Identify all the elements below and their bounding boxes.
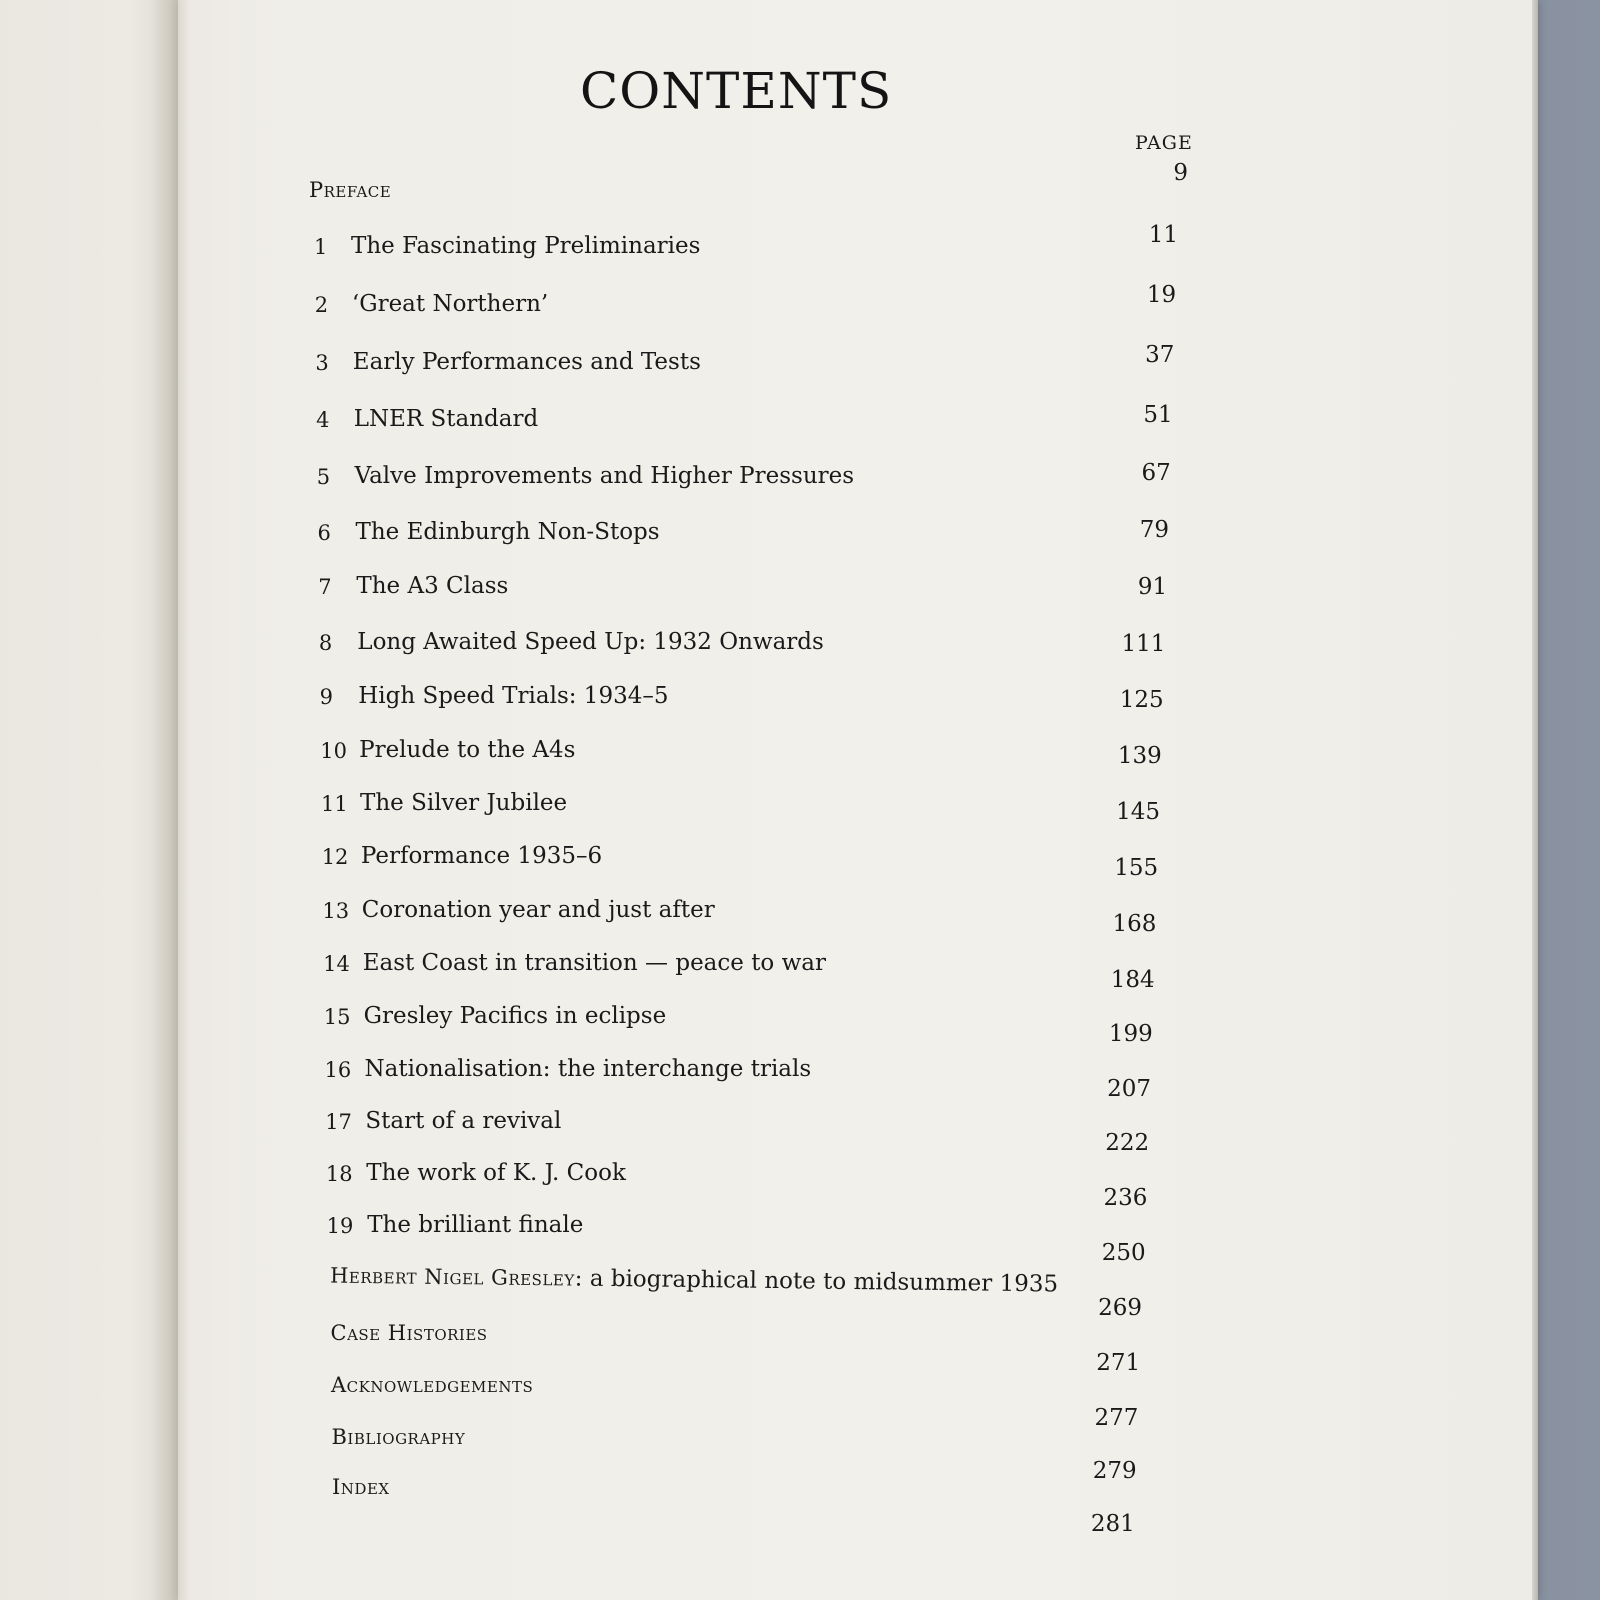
back-matter-title-smallcaps: Bibliography: [331, 1425, 466, 1449]
chapter-title: The Fascinating Preliminaries: [351, 233, 701, 259]
toc-entry-chapter: [178, 950, 1532, 990]
back-matter-title-smallcaps: Index: [332, 1475, 390, 1499]
back-matter-title-smallcaps: Case Histories: [330, 1321, 488, 1345]
chapter-number: 14: [323, 952, 350, 976]
preface-page: 9: [1173, 160, 1188, 186]
chapter-page-number: 51: [1143, 402, 1173, 428]
toc-entry-chapter: [178, 843, 1532, 883]
chapter-number: 4: [316, 408, 330, 432]
chapter-title: East Coast in transition — peace to war: [362, 950, 826, 976]
toc-entry-back-matter: [178, 1320, 1532, 1360]
chapter-title: Start of a revival: [365, 1108, 562, 1134]
back-matter-page-number: 281: [1090, 1511, 1135, 1537]
toc-entry-preface: [178, 178, 1532, 218]
chapter-title: The Edinburgh Non-Stops: [355, 519, 660, 545]
back-matter-page-number: 277: [1094, 1405, 1139, 1431]
toc-entry-chapter: [178, 463, 1532, 503]
toc-entry-chapter: [178, 1108, 1532, 1148]
chapter-title: Nationalisation: the interchange trials: [364, 1056, 812, 1082]
chapter-number: 10: [320, 739, 348, 763]
chapter-page-number: 168: [1112, 911, 1157, 937]
chapter-page-number: 19: [1146, 282, 1177, 308]
chapter-number: 3: [315, 351, 329, 375]
chapter-page-number: 67: [1141, 460, 1171, 486]
chapter-page-number: 250: [1101, 1240, 1146, 1266]
back-matter-page-number: 269: [1098, 1295, 1142, 1321]
toc-entry-back-matter: [178, 1474, 1532, 1514]
book-page: [178, 0, 1532, 1600]
toc-entry-back-matter: [178, 1263, 1532, 1307]
chapter-page-number: 79: [1139, 517, 1169, 543]
preface-title: Preface: [309, 178, 392, 202]
back-matter-title: [331, 1320, 488, 1346]
chapter-number: 16: [324, 1058, 352, 1082]
chapter-number: 1: [314, 235, 328, 259]
chapter-number: 9: [319, 685, 333, 709]
toc-entry-chapter: [178, 683, 1532, 723]
chapter-page-number: 184: [1110, 967, 1155, 993]
toc-entry-chapter: [178, 1056, 1532, 1096]
chapter-title: The Silver Jubilee: [360, 790, 568, 816]
chapter-number: 15: [323, 1005, 351, 1029]
chapter-number: 6: [317, 521, 331, 545]
chapter-title: ‘Great Northern’: [351, 291, 549, 317]
chapter-number: 7: [318, 575, 332, 599]
back-matter-page-number: 279: [1092, 1458, 1137, 1484]
chapter-page-number: 125: [1119, 687, 1164, 713]
chapter-page-number: 222: [1105, 1130, 1150, 1156]
back-matter-page-number: 271: [1096, 1350, 1141, 1376]
page-edge: [1532, 0, 1538, 1600]
toc-entry-chapter: [178, 233, 1532, 273]
toc-entry-chapter: [178, 629, 1532, 669]
chapter-title: Performance 1935–6: [360, 843, 603, 869]
back-matter-title: [330, 1263, 1058, 1298]
chapter-page-number: 139: [1117, 743, 1162, 769]
toc-entry-chapter: [178, 897, 1532, 937]
gutter-shadow: [150, 0, 190, 1600]
toc-entry-chapter: [178, 790, 1532, 830]
back-matter-title: [332, 1424, 466, 1450]
chapter-number: 5: [316, 465, 331, 489]
chapter-number: 19: [326, 1214, 354, 1238]
toc-entry-chapter: [178, 573, 1532, 613]
chapter-page-number: 11: [1148, 222, 1178, 248]
toc-entry-chapter: [178, 349, 1532, 389]
chapter-number: 8: [318, 631, 333, 655]
toc-entry-chapter: [178, 519, 1532, 559]
chapter-number: 2: [314, 293, 329, 317]
chapter-number: 18: [325, 1162, 353, 1186]
chapter-title: LNER Standard: [353, 406, 539, 432]
chapter-page-number: 145: [1116, 799, 1160, 825]
chapter-title: Gresley Pacifics in eclipse: [363, 1003, 667, 1029]
chapter-page-number: 37: [1145, 342, 1175, 368]
back-matter-title: [332, 1474, 390, 1500]
toc-entry-chapter: [178, 1160, 1532, 1200]
chapter-title: The A3 Class: [356, 573, 509, 599]
chapter-number: 13: [322, 899, 350, 923]
toc-entry-back-matter: [178, 1372, 1532, 1412]
chapter-page-number: 236: [1103, 1185, 1148, 1211]
chapter-title: Long Awaited Speed Up: 1932 Onwards: [357, 629, 824, 655]
contents-heading: CONTENTS: [580, 62, 893, 120]
back-matter-title: [331, 1372, 533, 1398]
chapter-page-number: 91: [1137, 574, 1168, 600]
chapter-title: Valve Improvements and Higher Pressures: [354, 463, 855, 489]
chapter-page-number: 155: [1114, 855, 1159, 881]
chapter-title: The work of K. J. Cook: [366, 1160, 626, 1186]
toc-entry-chapter: [178, 1003, 1532, 1043]
chapter-number: 17: [325, 1110, 352, 1134]
toc-entry-chapter: [178, 406, 1532, 446]
toc-entry-back-matter: [178, 1424, 1532, 1464]
chapter-title: The brilliant finale: [367, 1212, 584, 1238]
chapter-page-number: 199: [1108, 1021, 1153, 1047]
back-matter-title-rest: : a biographical note to midsummer 1935: [574, 1265, 1059, 1298]
chapter-number: 11: [321, 792, 348, 816]
chapter-title: Early Performances and Tests: [352, 349, 701, 375]
toc-entry-chapter: [178, 1212, 1532, 1252]
chapter-page-number: 207: [1107, 1076, 1151, 1102]
chapter-title: Prelude to the A4s: [359, 737, 576, 763]
chapter-title: High Speed Trials: 1934–5: [358, 683, 669, 709]
chapter-number: 12: [321, 845, 349, 869]
chapter-title: Coronation year and just after: [361, 897, 715, 923]
page-column-label: PAGE: [1135, 132, 1193, 154]
toc-entry-chapter: [178, 737, 1532, 777]
back-matter-title-smallcaps: Herbert Nigel Gresley: [329, 1263, 575, 1291]
toc-entry-chapter: [178, 291, 1532, 331]
back-matter-title-smallcaps: Acknowledgements: [331, 1373, 534, 1397]
chapter-page-number: 111: [1121, 631, 1166, 657]
